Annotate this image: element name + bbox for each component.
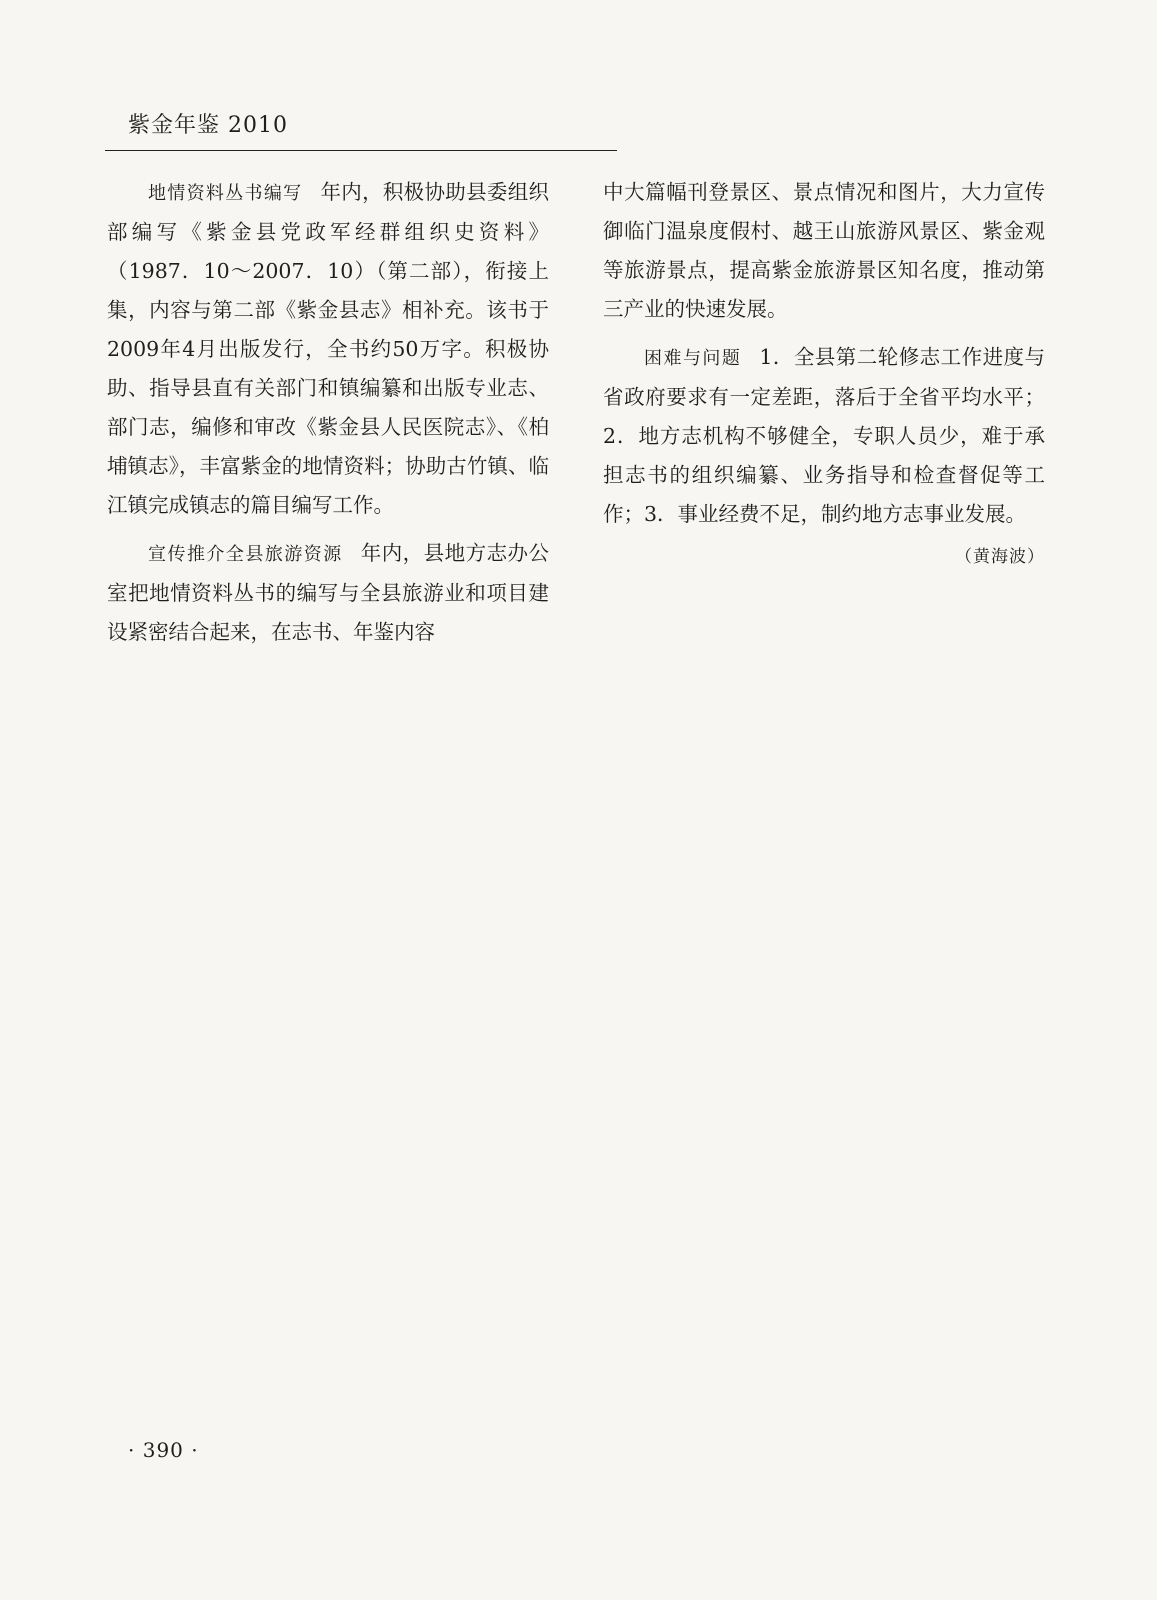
- running-head-title: 紫金年鉴 2010: [128, 113, 288, 138]
- paragraph-difficulties: [603, 338, 1045, 534]
- page-number: · 390 ·: [128, 1438, 199, 1462]
- paragraph-text: 1．全县第二轮修志工作进度与省政府要求有一定差距，落后于全省平均水平；2．地方志机构不够健全，专职人员少，难于承担志书的组织编纂、业务指导和检查督促等工作；3．事业经费不足，制约地方志事业发展。: [603, 345, 1046, 526]
- paragraph-text: 年内，县地方志办公室把地情资料丛书的编写与全县旅游业和项目建设紧密结合起来，在志书、年鉴内容: [107, 541, 550, 644]
- paragraph-text: 年内，积极协助县委组织部编写《紫金县党政军经群组织史资料》（1987．10～2007．10）（第二部），衔接上集，内容与第二部《紫金县志》相补充。该书于2009年4月出版发行，全书约50万字。积极协助、指导县直有关部门和镇编纂和出版专业志、部门志，编修和审改《紫金县人民医院志》、《柏埔镇志》，丰富紫金的地情资料；协助古竹镇、临江镇完成镇志的篇目编写工作。: [107, 180, 550, 517]
- paragraph-local-materials: [107, 173, 549, 525]
- right-column: [603, 173, 1045, 571]
- left-column: [107, 173, 549, 661]
- section-lead: 宣传推介全县旅游资源: [148, 544, 343, 565]
- paragraph-tourism-promotion: [107, 534, 549, 652]
- section-lead: 困难与问题: [644, 348, 742, 369]
- paragraph-continuation: 中大篇幅刊登景区、景点情况和图片，大力宣传御临门温泉度假村、越王山旅游风景区、紫金观等旅游景点，提高紫金旅游景区知名度，推动第三产业的快速发展。: [603, 180, 1045, 321]
- section-lead: 地情资料丛书编写: [148, 183, 303, 204]
- author-byline: （黄海波）: [955, 547, 1045, 567]
- header-rule: [105, 150, 617, 151]
